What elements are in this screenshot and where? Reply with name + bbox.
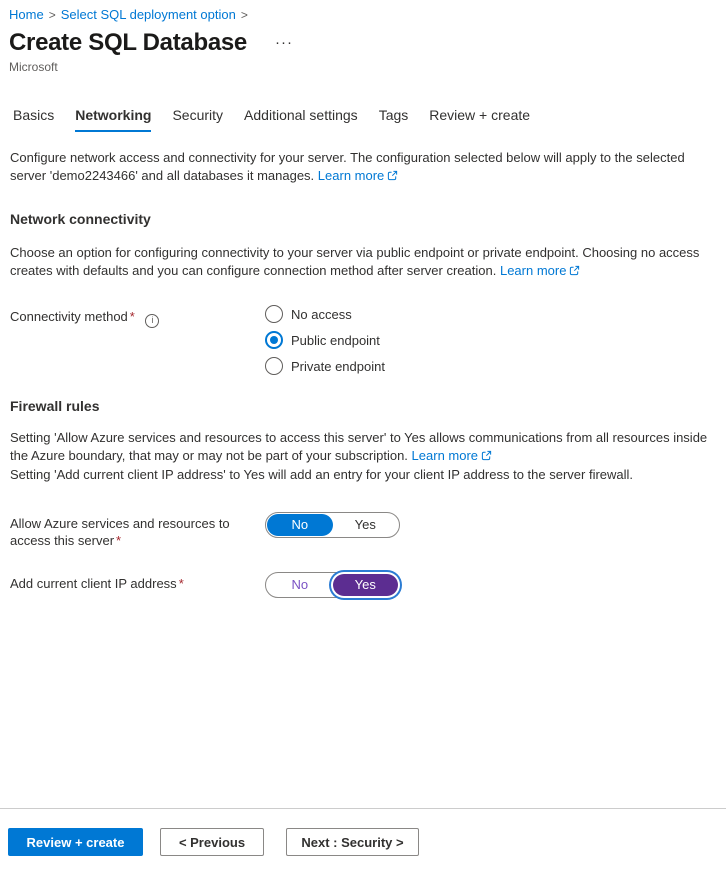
connectivity-method-row (10, 305, 714, 375)
network-connectivity-heading: Network connectivity (10, 211, 151, 227)
firewall-learn-more-link[interactable]: Learn more (411, 448, 479, 463)
breadcrumb-separator: > (240, 8, 248, 22)
previous-button[interactable]: < Previous (160, 828, 264, 856)
firewall-description-line1: Setting 'Allow Azure services and resources to access this server' to Yes allows communications from all resources inside the Azure boundary, that may or may not be part of your subscription. (10, 430, 708, 463)
networking-intro-text (10, 149, 714, 186)
connectivity-learn-more-link[interactable]: Learn more (499, 263, 567, 278)
connectivity-description-text: Choose an option for configuring connectivity to your server via public endpoint or private endpoint. Choosing no access creates with defaults and you can configure connection method after server creation. (10, 245, 700, 278)
add-client-ip-row (10, 572, 714, 598)
required-asterisk: * (116, 533, 122, 548)
radio-label: No access (291, 306, 352, 322)
firewall-rules-heading: Firewall rules (10, 398, 100, 414)
tab-networking[interactable]: Networking (75, 107, 151, 132)
tab-additional-settings[interactable]: Additional settings (244, 107, 358, 132)
toggle-no-option[interactable]: No (291, 577, 309, 592)
breadcrumb-separator: > (48, 8, 56, 22)
allow-azure-services-row (10, 512, 714, 549)
radio-option-public-endpoint[interactable] (265, 331, 385, 349)
radio-label: Public endpoint (291, 332, 380, 348)
wizard-tabs (0, 107, 726, 132)
allow-azure-label-text: Allow Azure services and resources to access this server (10, 516, 230, 548)
radio-unselected-icon (265, 305, 283, 323)
connectivity-method-label-text: Connectivity method (10, 309, 128, 324)
add-client-ip-label-text: Add current client IP address (10, 576, 177, 591)
radio-option-no-access[interactable] (265, 305, 385, 323)
tab-review-create[interactable]: Review + create (429, 107, 530, 132)
next-security-button[interactable]: Next : Security > (286, 828, 419, 856)
required-asterisk: * (129, 309, 135, 324)
footer-divider (0, 808, 726, 809)
tab-security[interactable]: Security (172, 107, 223, 132)
page-header (0, 29, 726, 57)
intro-text: Configure network access and connectivity for your server. The configuration selected below will apply to the selected server 'demo2243466' and all databases it manages. (10, 150, 685, 183)
allow-azure-services-label (10, 512, 265, 549)
firewall-rules-description (10, 429, 714, 484)
radio-label: Private endpoint (291, 358, 385, 374)
toggle-yes-option[interactable]: Yes (333, 574, 399, 596)
connectivity-method-label (10, 305, 265, 328)
external-link-icon (569, 263, 580, 281)
radio-unselected-icon (265, 357, 283, 375)
info-icon[interactable]: i (145, 314, 159, 328)
firewall-description-line2: Setting 'Add current client IP address' to Yes will add an entry for your client IP address to the server firewall. (10, 467, 634, 482)
toggle-no-option[interactable]: No (267, 514, 333, 536)
add-client-ip-toggle[interactable] (265, 572, 400, 598)
publisher-subtitle: Microsoft (9, 60, 58, 74)
required-asterisk: * (178, 576, 184, 591)
more-options-icon[interactable]: ··· (274, 34, 293, 51)
external-link-icon (481, 448, 492, 466)
external-link-icon (387, 168, 398, 186)
tab-basics[interactable]: Basics (13, 107, 54, 132)
breadcrumb-home-link[interactable]: Home (9, 7, 44, 22)
footer-buttons (8, 828, 419, 856)
breadcrumb (0, 0, 726, 22)
page-title: Create SQL Database (9, 29, 247, 56)
breadcrumb-deployment-link[interactable]: Select SQL deployment option (60, 7, 236, 22)
allow-azure-services-toggle[interactable] (265, 512, 400, 538)
radio-option-private-endpoint[interactable] (265, 357, 385, 375)
toggle-yes-option[interactable]: Yes (354, 517, 376, 532)
tab-tags[interactable]: Tags (379, 107, 409, 132)
network-connectivity-description (10, 244, 714, 281)
intro-learn-more-link[interactable]: Learn more (317, 168, 385, 183)
radio-selected-icon (265, 331, 283, 349)
connectivity-method-radio-group (265, 305, 385, 375)
review-create-button[interactable]: Review + create (8, 828, 143, 856)
add-client-ip-label (10, 572, 265, 592)
